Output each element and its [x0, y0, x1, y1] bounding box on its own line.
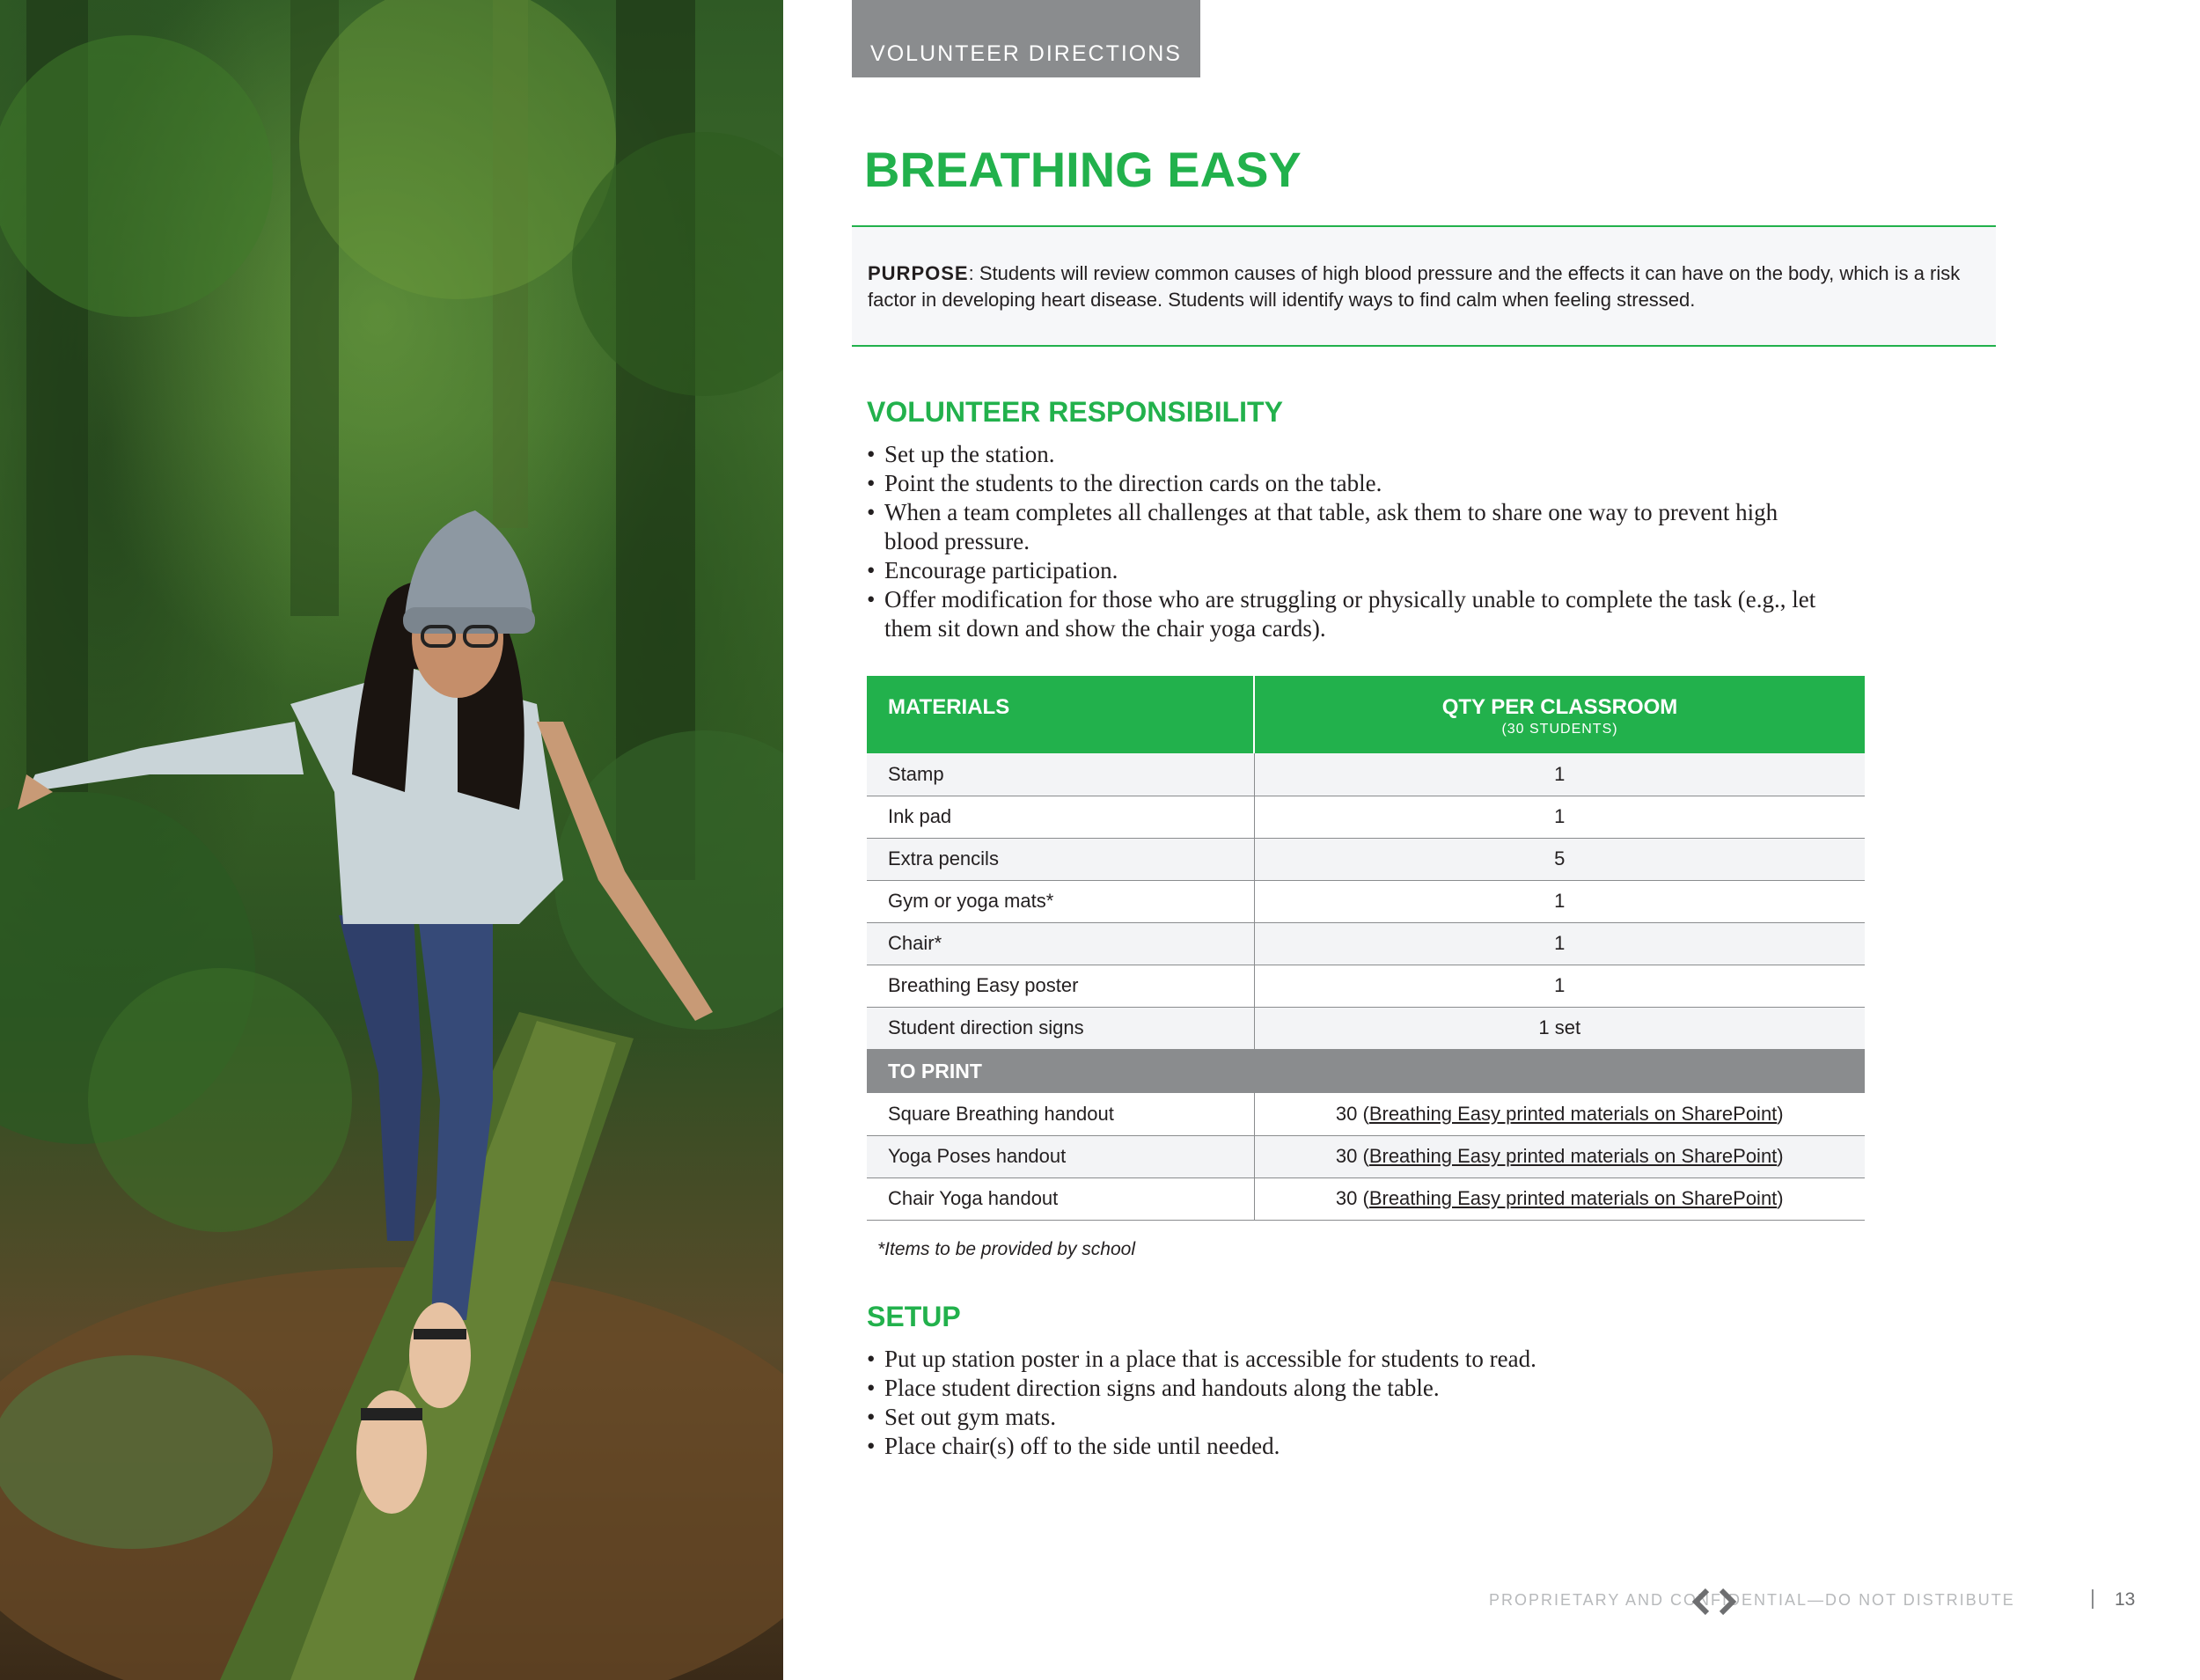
print-qty-value: 30	[1335, 1102, 1358, 1125]
table-row	[867, 838, 1865, 880]
to-print-subheader-row	[867, 1049, 1865, 1093]
hero-photo	[0, 0, 783, 1680]
print-item-name: Chair Yoga handout	[867, 1177, 1254, 1220]
list-item: • Offer modification for those who are struggling or physically unable to complete the task (e.g., let them sit down and show the chair yoga cards).	[867, 585, 1817, 643]
table-row	[867, 922, 1865, 965]
sharepoint-link[interactable]: Breathing Easy printed materials on SharePoint	[1368, 1102, 1778, 1125]
footer-divider	[2092, 1589, 2094, 1609]
table-row	[867, 1177, 1865, 1220]
purpose-box	[852, 225, 1996, 347]
volunteer-responsibility-heading: VOLUNTEER RESPONSIBILITY	[867, 396, 1283, 428]
material-qty: 1	[1254, 753, 1865, 796]
chevron-right-icon[interactable]	[1718, 1588, 1737, 1619]
table-row	[867, 1007, 1865, 1049]
to-print-label: TO PRINT	[867, 1049, 1865, 1093]
confidential-notice: PROPRIETARY AND CONFIDENTIAL—DO NOT DISTRIBUTE	[1489, 1591, 2015, 1609]
setup-list	[867, 1345, 1817, 1461]
purpose-label: PURPOSE	[868, 262, 969, 284]
sharepoint-link[interactable]: Breathing Easy printed materials on SharePoint	[1368, 1145, 1778, 1167]
volunteer-responsibility-list	[867, 440, 1817, 643]
page-title: BREATHING EASY	[864, 142, 1302, 197]
purpose-text: : Students will review common causes of high blood pressure and the effects it can have on the body, which is a risk factor in developing heart disease. Students will identify ways to find calm when feeling stressed.	[868, 262, 1961, 311]
print-item-name: Square Breathing handout	[867, 1093, 1254, 1135]
page-number: 13	[2115, 1589, 2136, 1610]
material-qty: 1 set	[1254, 1007, 1865, 1049]
table-header-row	[867, 676, 1865, 753]
materials-column-header: MATERIALS	[867, 676, 1254, 753]
list-item: • Encourage participation.	[867, 556, 1817, 585]
qty-header-label: QTY PER CLASSROOM	[1441, 695, 1678, 719]
print-qty-value: 30	[1335, 1145, 1358, 1167]
material-name: Stamp	[867, 753, 1254, 796]
list-item: • Set out gym mats.	[867, 1403, 1817, 1432]
table-row	[867, 1135, 1865, 1177]
material-qty: 1	[1254, 880, 1865, 922]
material-name: Breathing Easy poster	[867, 965, 1254, 1007]
table-row	[867, 965, 1865, 1007]
qty-header-sublabel: (30 STUDENTS)	[1501, 722, 1618, 737]
table-row	[867, 796, 1865, 838]
sharepoint-link[interactable]: Breathing Easy printed materials on SharePoint	[1368, 1187, 1778, 1209]
print-item-qty: 30 (Breathing Easy printed materials on SharePoint)	[1254, 1093, 1865, 1135]
print-item-name: Yoga Poses handout	[867, 1135, 1254, 1177]
table-row	[867, 1093, 1865, 1135]
print-qty-value: 30	[1335, 1187, 1358, 1209]
print-item-qty: 30 (Breathing Easy printed materials on SharePoint)	[1254, 1177, 1865, 1220]
materials-footnote: *Items to be provided by school	[877, 1239, 1135, 1259]
chevron-left-icon[interactable]	[1691, 1588, 1711, 1619]
material-qty: 1	[1254, 965, 1865, 1007]
list-item: • Set up the station.	[867, 440, 1817, 469]
setup-heading: SETUP	[867, 1301, 961, 1332]
material-qty: 1	[1254, 922, 1865, 965]
forest-girl-illustration	[0, 0, 783, 1680]
materials-table	[867, 676, 1865, 1221]
table-row	[867, 753, 1865, 796]
material-name: Gym or yoga mats*	[867, 880, 1254, 922]
list-item: • Place chair(s) off to the side until needed.	[867, 1432, 1817, 1461]
list-item: • Place student direction signs and handouts along the table.	[867, 1374, 1817, 1403]
material-qty: 1	[1254, 796, 1865, 838]
material-qty: 5	[1254, 838, 1865, 880]
print-item-qty: 30 (Breathing Easy printed materials on SharePoint)	[1254, 1135, 1865, 1177]
list-item: • Put up station poster in a place that is accessible for students to read.	[867, 1345, 1817, 1374]
material-name: Ink pad	[867, 796, 1254, 838]
table-row	[867, 880, 1865, 922]
material-name: Chair*	[867, 922, 1254, 965]
material-name: Student direction signs	[867, 1007, 1254, 1049]
qty-column-header	[1254, 676, 1865, 753]
list-item: • When a team completes all challenges at that table, ask them to share one way to prevent high blood pressure.	[867, 498, 1817, 556]
material-name: Extra pencils	[867, 838, 1254, 880]
list-item: • Point the students to the direction cards on the table.	[867, 469, 1817, 498]
section-tab: VOLUNTEER DIRECTIONS	[852, 0, 1200, 77]
